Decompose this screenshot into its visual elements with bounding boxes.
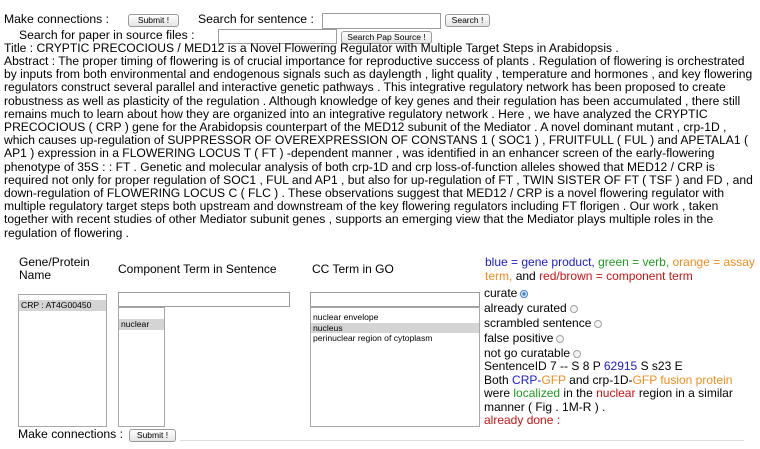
search-button[interactable]: Search ! [445, 14, 490, 27]
false-positive-option[interactable] [484, 332, 564, 345]
search-pap-source-button[interactable]: Search Pap Source ! [341, 31, 432, 44]
assay-term: GFP [632, 372, 657, 387]
sentence-id-suffix: S s23 E [640, 359, 683, 373]
footer-submit-button[interactable]: Submit ! [129, 429, 176, 442]
gene-listbox[interactable] [18, 294, 107, 427]
color-legend [485, 256, 757, 283]
footer-make-connections-label: Make connections : [18, 427, 124, 441]
footer-divider [180, 440, 744, 441]
already-curated-option[interactable] [484, 302, 578, 315]
sentence-word: and crp-1D- [569, 372, 633, 387]
sentence-id-prefix: SentenceID 7 -- S 8 P [484, 359, 601, 373]
cc-listbox[interactable] [310, 307, 480, 427]
scrambled-label: scrambled sentence [484, 316, 592, 330]
scrambled-radio[interactable] [594, 320, 602, 328]
paper-abstract: Abstract : The proper timing of flowering is of crucial importance for reproductive success of plants . Regulation of flowering is orchestrated by inputs from both environmental and endogenous signals such as daylength , light quality , temperature and hormones , and key flowering regulators construct several parallel and interactive genetic pathways . This integrative regulatory network has been proposed to create robustness as well as plasticity of the regulation . Although knowledge of key genes and their regulation has been accumulated , there still remains much to learn about how they are organized into an integrative regulatory network . Here , we have analyzed the CRYPTIC PRECOCIOUS ( CRP ) gene for the Arabidopsis counterpart of the MED12 subunit of the Mediator . A novel dominant mutant , crp-1D , which causes up-regulation of SUPPRESSOR OF OVEREXPRESSION OF CONSTANS 1 ( SOC1 ) , FRUITFULL ( FUL ) and APETALA1 ( AP1 ) expression in a FLOWERING LOCUS T ( FT ) -dependent manner , was identified in an enhancer screen of the early-flowering phenotype of 35S : : FT . Genetic and molecular analysis of both crp-1D and crp loss-of-function alleles showed that MED12 / CRP is required not only for proper regulation of SOC1 , FUL and AP1 , but also for up-regulation of FT , TWIN SISTER OF FT ( TSF ) and FD , and down-regulation of FLOWERING LOCUS C ( FLC ) . These observations suggest that MED12 / CRP is a novel flowering regulator with multiple regulatory target steps both upstream and downstream of the key flowering regulators including FT florigen . Our work , taken together with recent studies of other Mediator subunit genes , supports an emerging view that the Mediator plays multiple roles in the regulation of flowering . [4, 54, 753, 240]
gene-column-header: Gene/Protein Name [19, 255, 90, 282]
paper-title: Title : CRYPTIC PRECOCIOUS / MED12 is a Novel Flowering Regulator with Multiple Target Steps in Arabidopsis . [4, 41, 619, 55]
submit-button[interactable]: Submit ! [128, 14, 179, 27]
not-curatable-label: not go curatable [484, 346, 571, 360]
sentence-word: were [484, 386, 511, 400]
false-positive-label: false positive [484, 331, 554, 345]
sentence-word: in the [563, 386, 593, 400]
cc-option[interactable]: nuclear envelope [313, 312, 379, 322]
sentence-id-number: 62915 [603, 359, 638, 373]
search-sentence-input[interactable] [322, 13, 441, 29]
scrambled-option[interactable] [484, 317, 602, 330]
sentence-id [484, 360, 756, 374]
legend-red: red/brown = component term [539, 268, 693, 283]
legend-blue: blue = gene product, [485, 255, 595, 269]
assay-term: fusion protein [660, 372, 733, 387]
component-option[interactable]: nuclear [119, 319, 164, 330]
sentence-block [484, 360, 756, 428]
legend-and: and [515, 268, 536, 283]
already-done-label: already done : [484, 413, 561, 427]
cc-term-input[interactable] [310, 292, 480, 307]
already-curated-radio[interactable] [570, 305, 578, 313]
already-curated-label: already curated [484, 301, 567, 315]
not-curatable-radio[interactable] [573, 350, 581, 358]
false-positive-radio[interactable] [556, 335, 564, 343]
search-sentence-label: Search for sentence : [198, 12, 314, 26]
cc-column-header: CC Term in GO [312, 262, 394, 276]
sentence-text [484, 374, 756, 415]
sentence-word: Both [484, 372, 509, 387]
curate-label: curate [484, 286, 518, 300]
cc-option-selected[interactable]: nucleus [311, 323, 479, 334]
component-listbox[interactable] [118, 307, 165, 427]
curate-option[interactable] [484, 287, 528, 300]
make-connections-label: Make connections : [4, 12, 110, 26]
gene-option[interactable]: CRP : AT4G00450 [19, 300, 106, 311]
component-column-header: Component Term in Sentence [118, 262, 277, 276]
verb-term: localized [513, 386, 561, 400]
legend-green: green = verb, [598, 255, 670, 269]
legend-orange: orange = assay term, [485, 255, 755, 283]
assay-term: GFP [541, 372, 566, 387]
sentence-word: region in a similar manner ( Fig . 1M-R ) . [484, 386, 733, 414]
component-term-input[interactable] [118, 292, 290, 307]
search-paper-label: Search for paper in source files : [19, 28, 195, 42]
component-term: nuclear [596, 386, 636, 400]
curate-radio[interactable] [520, 290, 528, 298]
cc-option[interactable]: perinuclear region of cytoplasm [313, 333, 433, 344]
gene-term: CRP- [512, 372, 542, 387]
